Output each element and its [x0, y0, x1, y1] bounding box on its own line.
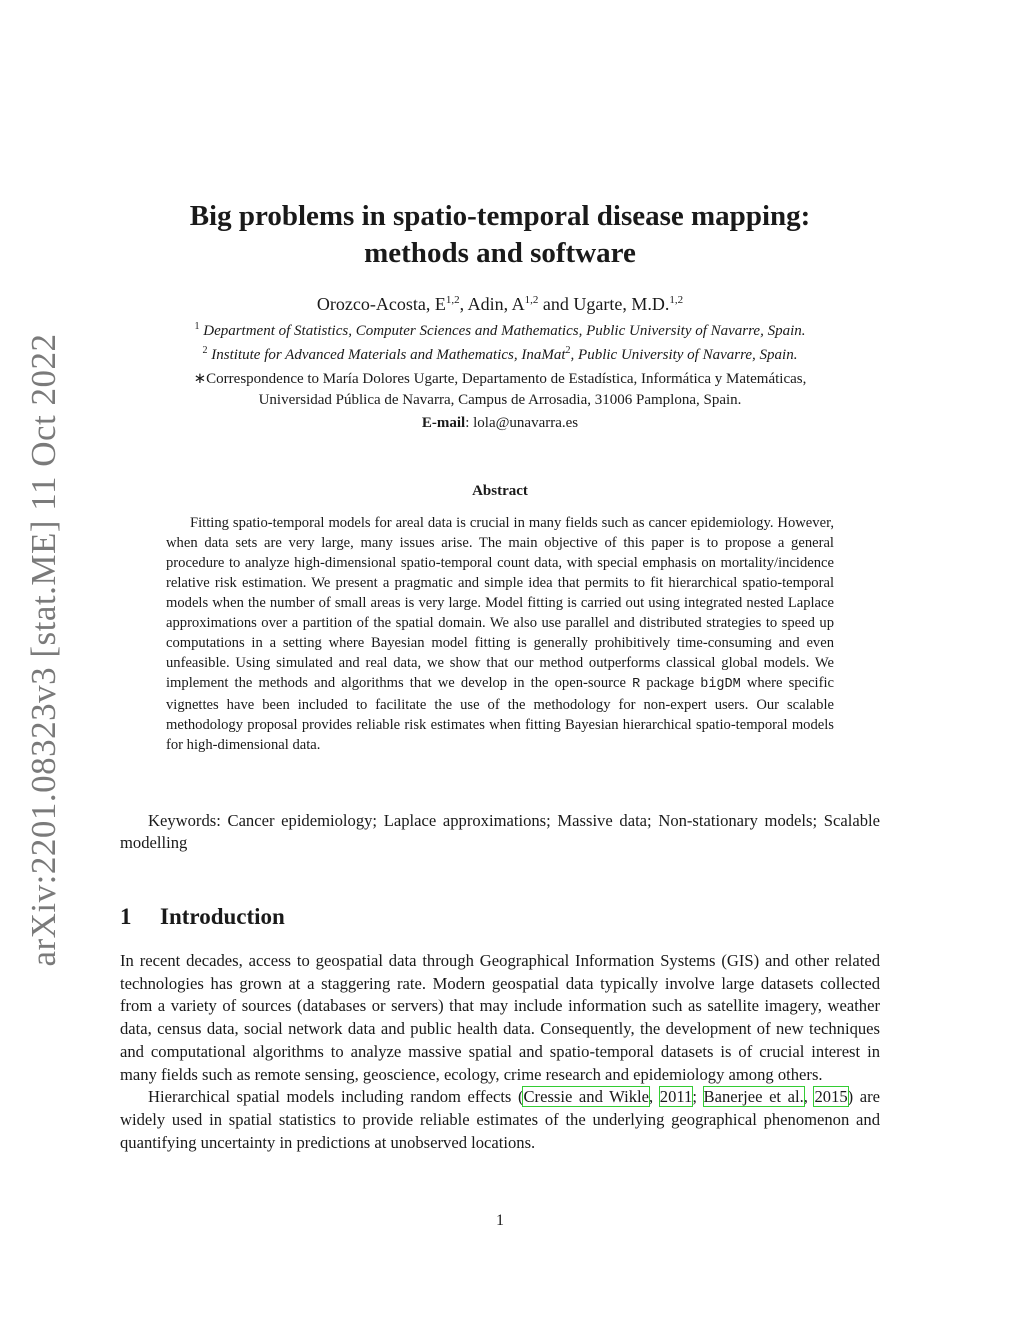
- intro-paragraph-1: In recent decades, access to geospatial data through Geographical Information Systems (GIS) and other related technologies has grown at a staggering rate. Modern geospatial data typically involve large datasets collected from a variety of sources (databases or servers) that may include information such as satellite imagery, weather data, census data, social network data and public health data. Consequently, the development of new techniques and computational algorithms to analyze massive spatial and spatio-temporal datasets is of crucial interest in many fields such as remote sensing, geoscience, ecology, crime research and epidemiology among others.: [120, 951, 880, 1084]
- author-3-affil: 1,2: [669, 294, 684, 306]
- email-label: E-mail: [421, 415, 466, 431]
- intro-para2-end: ) are widely used in spatial statistics to provide reliable estimates of the underlying geographical phenomenon and quantifying uncertainty in predictions at unobserved locations.: [120, 1087, 881, 1152]
- author-3: and Ugarte, M.D.: [538, 294, 670, 314]
- paper-title: [120, 198, 880, 272]
- abstract-heading: Abstract: [472, 483, 528, 499]
- section-number: 1: [120, 904, 132, 929]
- citation-cressie-wikle-year[interactable]: 2011: [659, 1087, 693, 1107]
- keywords: Keywords: Cancer epidemiology; Laplace approximations; Massive data; Non-stationary models; Scalable modelling: [120, 811, 880, 852]
- citation-sep-2: ;: [692, 1087, 704, 1107]
- affiliation-2: [120, 345, 880, 364]
- email-address: : lola@unavarra.es: [465, 415, 579, 431]
- correspondence-email: [120, 415, 880, 432]
- abstract-code-r: R: [632, 677, 641, 692]
- author-1-affil: 1,2: [445, 294, 460, 306]
- author-list: [120, 294, 880, 315]
- affiliation-1-mark: 1: [194, 321, 200, 332]
- intro-paragraph-2: [120, 1086, 880, 1154]
- arxiv-identifier-stamp: arXiv:2201.08323v3 [stat.ME] 11 Oct 2022: [24, 333, 63, 967]
- affiliation-2-mark: 2: [202, 345, 208, 356]
- abstract-text-3: where specific vignettes have been included to facilitate the use of the methodology for non-expert users. Our scalable methodology proposal provides reliable risk estimates when fitting Bayesian hierarchical spatio-temporal models for high-dimensional data.: [166, 675, 834, 753]
- citation-sep-1: ,: [649, 1087, 660, 1107]
- citation-banerjee[interactable]: Banerjee et al.: [703, 1087, 804, 1107]
- author-2-affil: 1,2: [524, 294, 539, 306]
- affiliation-1-text: Department of Statistics, Computer Sciences and Mathematics, Public University of Navarre, Spain.: [203, 323, 806, 339]
- citation-banerjee-year[interactable]: 2015: [814, 1087, 848, 1107]
- correspondence-line-1: ∗Correspondence to María Dolores Ugarte, Departamento de Estadística, Informática y Matemáticas,: [193, 371, 807, 387]
- author-1: Orozco-Acosta, E: [316, 294, 446, 314]
- intro-para2-start: Hierarchical spatial models including random effects (: [148, 1087, 524, 1107]
- correspondence-line-2: Universidad Pública de Navarra, Campus de Arrosadia, 31006 Pamplona, Spain.: [258, 392, 742, 408]
- affiliation-1: [120, 321, 880, 340]
- author-2: , Adin, A: [459, 294, 525, 314]
- title-line-2: methods and software: [364, 237, 636, 269]
- section-heading-introduction: [120, 904, 285, 930]
- abstract-text-1: Fitting spatio-temporal models for areal data is crucial in many fields such as cancer epidemiology. However, when data sets are very large, many issues arise. The main objective of this paper is to propose a general procedure to analyze high-dimensional spatio-temporal count data, with special emphasis on mortality/incidence relative risk estimation. We present a pragmatic and simple idea that permits to fit hierarchical spatio-temporal models when the number of small areas is very large. Model fitting is carried out using integrated nested Laplace approximations over a partition of the spatial domain. We also use parallel and distributed strategies to speed up computations in a setting where Bayesian model fitting is generally prohibitively time-consuming and even unfeasible. Using simulated and real data, we show that our method outperforms classical global models. We implement the methods and algorithms that we develop in the open-source: [166, 515, 834, 691]
- citation-cressie-wikle[interactable]: Cressie and Wikle: [523, 1087, 650, 1107]
- abstract-text-2: package: [640, 675, 701, 691]
- abstract-code-package: bigDM: [700, 677, 741, 692]
- title-line-1: Big problems in spatio-temporal disease mapping:: [189, 200, 811, 232]
- page-number: 1: [496, 1212, 504, 1229]
- affiliation-2-sup: 2: [565, 345, 571, 356]
- affiliation-2-text-b: , Public University of Navarre, Spain.: [570, 347, 798, 363]
- citation-sep-3: ,: [803, 1087, 815, 1107]
- section-title: Introduction: [160, 904, 285, 929]
- introduction-body: [120, 950, 880, 1154]
- abstract-body: [166, 513, 834, 755]
- affiliation-2-text-a: Institute for Advanced Materials and Mathematics, InaMat: [211, 347, 566, 363]
